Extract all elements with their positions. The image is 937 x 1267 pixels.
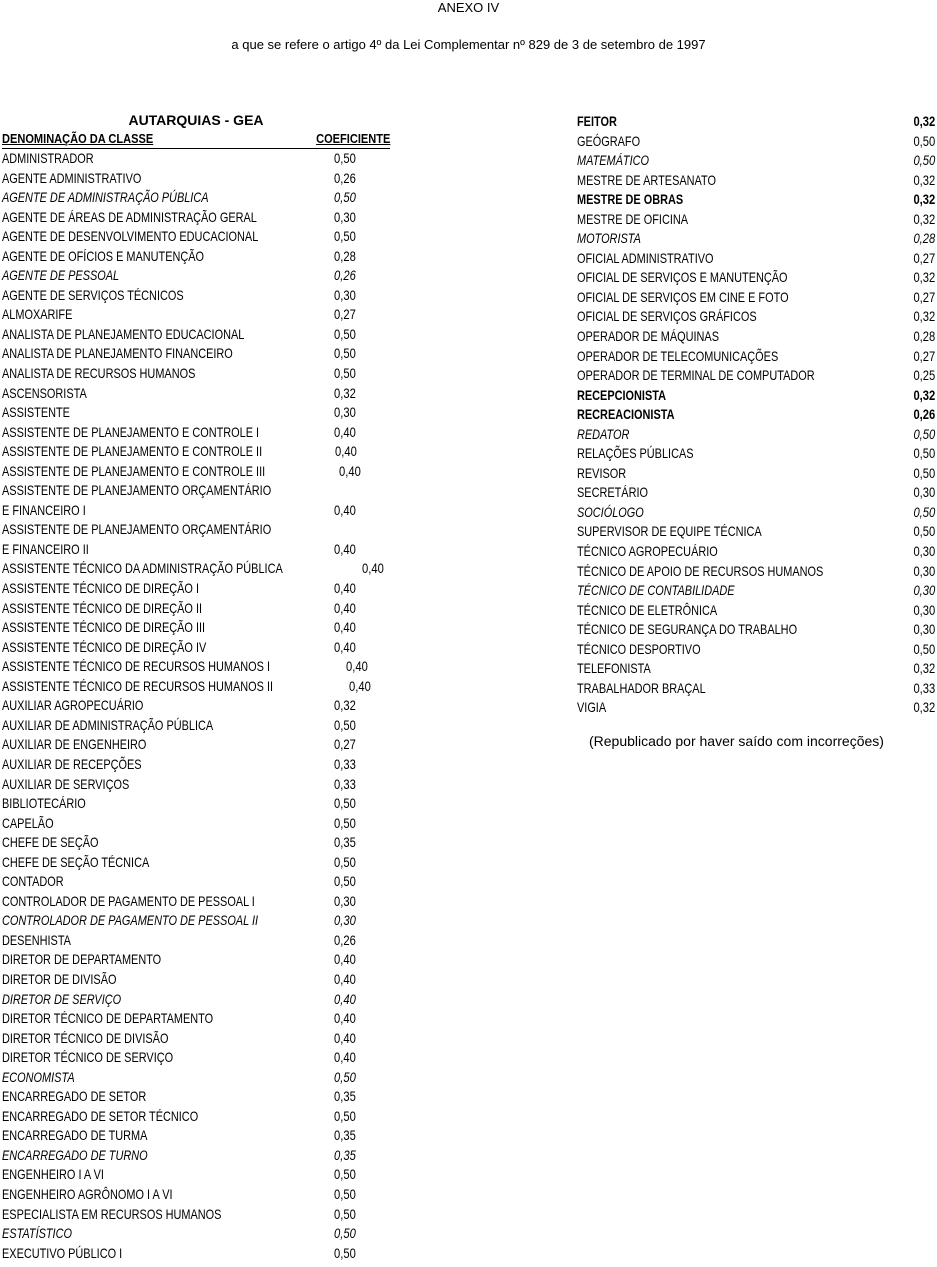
coefficient-value: 0,30	[334, 286, 356, 303]
table-row	[2, 677, 390, 697]
table-row	[2, 481, 390, 501]
coefficient-value: 0,50	[913, 640, 935, 657]
coefficient-value: 0,50	[913, 503, 935, 520]
class-name: DIRETOR DE DIVISÃO	[2, 970, 117, 987]
class-name: ENCARREGADO DE TURNO	[2, 1146, 148, 1163]
class-name: AGENTE DE OFÍCIOS E MANUTENÇÃO	[2, 247, 205, 264]
coefficient-value: 0,50	[913, 445, 935, 462]
coefficient-value: 0,32	[913, 386, 935, 403]
class-name: ALMOXARIFE	[2, 306, 73, 323]
table-row	[2, 227, 390, 247]
coefficient-value: 0,27	[334, 736, 356, 753]
coefficient-value: 0,26	[334, 169, 356, 186]
class-name: FEITOR	[577, 113, 617, 129]
table-row	[2, 559, 390, 579]
table-row	[2, 208, 390, 228]
coefficient-value: 0,25	[913, 367, 935, 384]
coefficient-value: 0,33	[334, 775, 356, 792]
table-row	[2, 520, 390, 540]
class-name: MOTORISTA	[577, 230, 641, 247]
table-row	[2, 1048, 390, 1068]
class-name: ENCARREGADO DE SETOR TÉCNICO	[2, 1107, 199, 1124]
table-row	[2, 1146, 390, 1166]
class-name: ASSISTENTE TÉCNICO DE DIREÇÃO IV	[2, 638, 207, 655]
table-row	[577, 698, 935, 718]
coefficient-value: 0,35	[334, 1146, 356, 1163]
table-row	[2, 149, 390, 169]
class-name: TÉCNICO DE APOIO DE RECURSOS HUMANOS	[577, 562, 824, 579]
class-name: MESTRE DE OFICINA	[577, 210, 689, 227]
coefficient-value: 0,40	[334, 1029, 356, 1046]
class-name: AUXILIAR DE RECEPÇÕES	[2, 755, 142, 772]
table-row	[2, 1205, 390, 1225]
class-name: ASSISTENTE TÉCNICO DE RECURSOS HUMANOS II	[2, 677, 274, 694]
coefficient-value: 0,32	[913, 171, 935, 188]
table-row	[577, 659, 935, 679]
table-row	[2, 833, 390, 853]
class-name: ENGENHEIRO AGRÔNOMO I A VI	[2, 1185, 173, 1202]
table-row	[577, 542, 935, 562]
class-name: CONTROLADOR DE PAGAMENTO DE PESSOAL II	[2, 912, 259, 929]
class-name: CONTADOR	[2, 873, 64, 890]
table-row	[2, 462, 390, 482]
coefficient-value: 0,50	[334, 1166, 356, 1183]
coefficient-value: 0,50	[913, 425, 935, 442]
table-row	[2, 638, 390, 658]
table-row	[2, 579, 390, 599]
table-row	[577, 522, 935, 542]
table-row	[2, 1224, 390, 1244]
coefficient-value: 0,32	[334, 384, 356, 401]
coefficient-value: 0,50	[334, 189, 356, 206]
class-name: AGENTE DE PESSOAL	[2, 267, 120, 284]
table-row	[577, 347, 935, 367]
class-name: TÉCNICO DESPORTIVO	[577, 640, 701, 657]
coefficient-value: 0,33	[913, 679, 935, 696]
annex-title: ANEXO IV	[437, 0, 500, 15]
table-row	[2, 344, 390, 364]
coefficient-value: 0,35	[334, 1127, 356, 1144]
coefficient-value: 0,32	[334, 697, 356, 714]
class-name: ESTATÍSTICO	[2, 1225, 72, 1242]
right-table	[577, 112, 935, 718]
class-name: DIRETOR TÉCNICO DE SERVIÇO	[2, 1049, 174, 1066]
coefficient-value: 0,40	[334, 638, 356, 655]
class-name: MESTRE DE OBRAS	[577, 191, 684, 208]
table-row	[577, 620, 935, 640]
coefficient-value: 0,32	[913, 113, 935, 129]
class-name: EXECUTIVO PÚBLICO I	[2, 1244, 123, 1261]
left-rows	[2, 149, 390, 1263]
coefficient-value: 0,50	[913, 523, 935, 540]
coefficient-value: 0,30	[913, 582, 935, 599]
footnote: (Republicado por haver saído com incorreções)	[589, 733, 884, 749]
coefficient-value: 0,32	[913, 660, 935, 677]
coefficient-value: 0,30	[913, 484, 935, 501]
coefficient-value: 0,32	[913, 308, 935, 325]
coefficient-value: 0,50	[913, 152, 935, 169]
table-row	[2, 1107, 390, 1127]
coefficient-value: 0,40	[339, 462, 362, 479]
coefficient-value: 0,30	[913, 601, 935, 618]
table-row	[577, 171, 935, 191]
class-name: TELEFONISTA	[577, 660, 651, 677]
table-row	[2, 618, 390, 638]
class-name: MESTRE DE ARTESANATO	[577, 171, 716, 188]
table-row	[2, 990, 390, 1010]
class-name: OFICIAL DE SERVIÇOS E MANUTENÇÃO	[577, 269, 788, 286]
class-name: ECONOMISTA	[2, 1068, 75, 1085]
class-name: REVISOR	[577, 464, 627, 481]
table-row	[577, 307, 935, 327]
class-name: RECREACIONISTA	[577, 406, 675, 423]
table-row	[2, 735, 390, 755]
table-header	[2, 130, 390, 149]
table-row	[2, 1068, 390, 1088]
coefficient-value: 0,50	[334, 1205, 356, 1222]
coefficient-value: 0,30	[913, 621, 935, 638]
coefficient-value: 0,32	[913, 210, 935, 227]
coefficient-value: 0,30	[913, 543, 935, 560]
coefficient-value: 0,30	[334, 912, 356, 929]
class-name: AGENTE ADMINISTRATIVO	[2, 169, 142, 186]
coefficient-value: 0,27	[913, 249, 935, 266]
coefficient-value: 0,50	[334, 345, 356, 362]
table-row	[577, 210, 935, 230]
table-row	[2, 814, 390, 834]
table-row	[2, 423, 390, 443]
table-row	[577, 464, 935, 484]
class-name: CHEFE DE SEÇÃO TÉCNICA	[2, 853, 150, 870]
coefficient-value: 0,26	[334, 931, 356, 948]
table-row	[577, 562, 935, 582]
table-row	[2, 442, 390, 462]
coefficient-value: 0,35	[334, 1088, 356, 1105]
class-name: CAPELÃO	[2, 814, 54, 831]
annex-subtitle: a que se refere o artigo 4º da Lei Complementar nº 829 de 3 de setembro de 1997	[231, 37, 706, 52]
class-name: TÉCNICO DE CONTABILIDADE	[577, 582, 735, 599]
table-row	[2, 1029, 390, 1049]
class-name: MATEMÁTICO	[577, 152, 649, 169]
class-name: DIRETOR DE SERVIÇO	[2, 990, 122, 1007]
table-row	[577, 503, 935, 523]
class-name: ENCARREGADO DE SETOR	[2, 1088, 147, 1105]
class-name: ASSISTENTE TÉCNICO DA ADMINISTRAÇÃO PÚBLICA	[2, 560, 283, 577]
table-row	[577, 483, 935, 503]
class-name: ADMINISTRADOR	[2, 150, 94, 166]
table-row	[2, 931, 390, 951]
table-row	[2, 1165, 390, 1185]
coefficient-value: 0,27	[913, 347, 935, 364]
coefficient-value: 0,40	[334, 970, 356, 987]
class-name: TRABALHADOR BRAÇAL	[577, 679, 706, 696]
table-row	[577, 327, 935, 347]
class-name: RECEPCIONISTA	[577, 386, 666, 403]
table-row	[2, 286, 390, 306]
coefficient-value: 0,40	[334, 540, 356, 557]
table-row	[577, 386, 935, 406]
table-row	[577, 151, 935, 171]
class-name: ASSISTENTE TÉCNICO DE DIREÇÃO II	[2, 599, 203, 616]
table-row	[577, 229, 935, 249]
table-row	[2, 305, 390, 325]
class-name: E FINANCEIRO I	[2, 501, 86, 518]
table-row	[2, 696, 390, 716]
table-row	[577, 444, 935, 464]
coefficient-value: 0,50	[334, 1107, 356, 1124]
table-row	[2, 657, 390, 677]
class-name: AUXILIAR DE ADMINISTRAÇÃO PÚBLICA	[2, 716, 214, 733]
coefficient-value: 0,50	[334, 853, 356, 870]
table-row	[2, 911, 390, 931]
class-name: OPERADOR DE MÁQUINAS	[577, 328, 719, 345]
class-name: ASSISTENTE TÉCNICO DE RECURSOS HUMANOS I	[2, 658, 270, 675]
class-name: ANALISTA DE PLANEJAMENTO FINANCEIRO	[2, 345, 233, 362]
table-row	[577, 581, 935, 601]
coefficient-value: 0,40	[334, 423, 356, 440]
class-name: SOCIÓLOGO	[577, 503, 644, 520]
class-name: OFICIAL ADMINISTRATIVO	[577, 249, 714, 266]
coefficient-value: 0,32	[913, 699, 935, 716]
class-name: AUXILIAR AGROPECUÁRIO	[2, 697, 144, 714]
class-name: ASSISTENTE TÉCNICO DE DIREÇÃO III	[2, 619, 206, 636]
coefficient-value: 0,50	[334, 325, 356, 342]
class-name: AUXILIAR DE SERVIÇOS	[2, 775, 130, 792]
coefficient-value: 0,40	[334, 951, 356, 968]
class-name: OPERADOR DE TERMINAL DE COMPUTADOR	[577, 367, 815, 384]
class-name: SECRETÁRIO	[577, 484, 648, 501]
coefficient-value: 0,28	[913, 230, 935, 247]
class-name: ASSISTENTE TÉCNICO DE DIREÇÃO I	[2, 580, 199, 597]
class-name: TÉCNICO DE SEGURANÇA DO TRABALHO	[577, 621, 798, 638]
table-row	[2, 384, 390, 404]
coefficient-value: 0,50	[334, 1244, 356, 1261]
coefficient-value: 0,50	[334, 716, 356, 733]
coefficient-value: 0,40	[335, 443, 358, 460]
table-row	[577, 190, 935, 210]
class-name: ASSISTENTE DE PLANEJAMENTO ORÇAMENTÁRIO	[2, 521, 272, 538]
coefficient-value: 0,50	[334, 365, 356, 382]
class-name: OPERADOR DE TELECOMUNICAÇÕES	[577, 347, 779, 364]
class-name: ASSISTENTE DE PLANEJAMENTO E CONTROLE II	[2, 443, 263, 460]
class-name: DIRETOR TÉCNICO DE DIVISÃO	[2, 1029, 169, 1046]
class-name: AGENTE DE DESENVOLVIMENTO EDUCACIONAL	[2, 228, 259, 245]
class-name: GEÓGRAFO	[577, 132, 641, 149]
class-name: ESPECIALISTA EM RECURSOS HUMANOS	[2, 1205, 222, 1222]
table-row	[2, 872, 390, 892]
coefficient-value: 0,32	[913, 191, 935, 208]
coefficient-value: 0,30	[334, 892, 356, 909]
table-row	[2, 325, 390, 345]
table-row	[2, 169, 390, 189]
table-row	[2, 1185, 390, 1205]
coefficient-value: 0,40	[334, 1049, 356, 1066]
class-name: AGENTE DE ÁREAS DE ADMINISTRAÇÃO GERAL	[2, 208, 257, 225]
table-row	[577, 640, 935, 660]
table-row	[2, 970, 390, 990]
table-row	[2, 775, 390, 795]
class-name: ASSISTENTE DE PLANEJAMENTO ORÇAMENTÁRIO	[2, 482, 272, 499]
table-row	[2, 540, 390, 560]
class-name: ANALISTA DE RECURSOS HUMANOS	[2, 365, 196, 382]
table-row	[2, 716, 390, 736]
class-name: ASSISTENTE DE PLANEJAMENTO E CONTROLE I	[2, 423, 260, 440]
class-name: OFICIAL DE SERVIÇOS GRÁFICOS	[577, 308, 757, 325]
left-table	[2, 110, 390, 1263]
column-header-name: DENOMINAÇÃO DA CLASSE	[2, 131, 154, 146]
coefficient-value: 0,50	[913, 464, 935, 481]
class-name: CHEFE DE SEÇÃO	[2, 834, 99, 851]
table-row	[577, 601, 935, 621]
class-name: ASSISTENTE DE PLANEJAMENTO E CONTROLE III	[2, 462, 266, 479]
coefficient-value: 0,28	[913, 328, 935, 345]
table-row	[2, 599, 390, 619]
coefficient-value: 0,35	[334, 834, 356, 851]
class-name: OFICIAL DE SERVIÇOS EM CINE E FOTO	[577, 288, 789, 305]
table-row	[2, 364, 390, 384]
class-name: TÉCNICO AGROPECUÁRIO	[577, 543, 718, 560]
table-row	[2, 853, 390, 873]
coefficient-value: 0,40	[349, 677, 372, 694]
table-row	[577, 425, 935, 445]
coefficient-value: 0,30	[913, 562, 935, 579]
coefficient-value: 0,50	[334, 795, 356, 812]
table-row	[2, 1244, 390, 1264]
coefficient-value: 0,40	[361, 560, 384, 577]
table-row	[2, 794, 390, 814]
class-name: ASSISTENTE	[2, 404, 70, 421]
coefficient-value: 0,50	[334, 150, 356, 166]
coefficient-value: 0,40	[334, 1010, 356, 1027]
table-row	[577, 112, 935, 132]
column-header-coefficient: COEFICIENTE	[315, 131, 390, 146]
table-row	[2, 403, 390, 423]
table-row	[2, 755, 390, 775]
table-row	[577, 405, 935, 425]
table-row	[2, 950, 390, 970]
coefficient-value: 0,50	[913, 132, 935, 149]
class-name: ENCARREGADO DE TURMA	[2, 1127, 148, 1144]
coefficient-value: 0,40	[345, 658, 368, 675]
class-name: ASCENSORISTA	[2, 384, 87, 401]
class-name: RELAÇÕES PÚBLICAS	[577, 445, 694, 462]
table-row	[2, 1009, 390, 1029]
table-row	[2, 188, 390, 208]
coefficient-value: 0,28	[334, 247, 356, 264]
class-name: AGENTE DE SERVIÇOS TÉCNICOS	[2, 286, 184, 303]
coefficient-value: 0,40	[334, 619, 356, 636]
coefficient-value: 0,50	[334, 1225, 356, 1242]
table-row	[2, 1126, 390, 1146]
coefficient-value: 0,26	[913, 406, 935, 423]
coefficient-value: 0,50	[334, 1185, 356, 1202]
table-row	[2, 892, 390, 912]
class-name: VIGIA	[577, 699, 607, 716]
coefficient-value: 0,30	[334, 208, 356, 225]
table-row	[2, 1087, 390, 1107]
class-name: REDATOR	[577, 425, 630, 442]
coefficient-value: 0,40	[334, 501, 356, 518]
table-row	[2, 266, 390, 286]
coefficient-value: 0,30	[334, 404, 356, 421]
coefficient-value: 0,27	[913, 288, 935, 305]
coefficient-value: 0,33	[334, 755, 356, 772]
class-name: ENGENHEIRO I A VI	[2, 1166, 104, 1183]
table-row	[577, 679, 935, 699]
class-name: AUXILIAR DE ENGENHEIRO	[2, 736, 147, 753]
right-rows	[577, 112, 935, 718]
coefficient-value: 0,40	[334, 599, 356, 616]
class-name: CONTROLADOR DE PAGAMENTO DE PESSOAL I	[2, 892, 255, 909]
table-row	[577, 366, 935, 386]
coefficient-value: 0,27	[334, 306, 356, 323]
class-name: DIRETOR TÉCNICO DE DEPARTAMENTO	[2, 1010, 214, 1027]
class-name: AGENTE DE ADMINISTRAÇÃO PÚBLICA	[2, 189, 209, 206]
class-name: BIBLIOTECÁRIO	[2, 795, 86, 812]
coefficient-value: 0,50	[334, 814, 356, 831]
section-title: AUTARQUIAS - GEA	[128, 112, 264, 128]
coefficient-value: 0,32	[913, 269, 935, 286]
class-name: ANALISTA DE PLANEJAMENTO EDUCACIONAL	[2, 325, 245, 342]
class-name: DIRETOR DE DEPARTAMENTO	[2, 951, 162, 968]
class-name: DESENHISTA	[2, 931, 71, 948]
table-row	[577, 268, 935, 288]
coefficient-value: 0,50	[334, 873, 356, 890]
table-row	[577, 249, 935, 269]
class-name: TÉCNICO DE ELETRÔNICA	[577, 601, 718, 618]
coefficient-value: 0,40	[334, 580, 356, 597]
coefficient-value: 0,50	[334, 228, 356, 245]
table-row	[577, 288, 935, 308]
class-name: E FINANCEIRO II	[2, 540, 89, 557]
coefficient-value: 0,50	[334, 1068, 356, 1085]
table-row	[2, 501, 390, 521]
coefficient-value: 0,40	[334, 990, 356, 1007]
table-row	[2, 247, 390, 267]
class-name: SUPERVISOR DE EQUIPE TÉCNICA	[577, 523, 762, 540]
coefficient-value: 0,26	[334, 267, 356, 284]
table-row	[577, 132, 935, 152]
